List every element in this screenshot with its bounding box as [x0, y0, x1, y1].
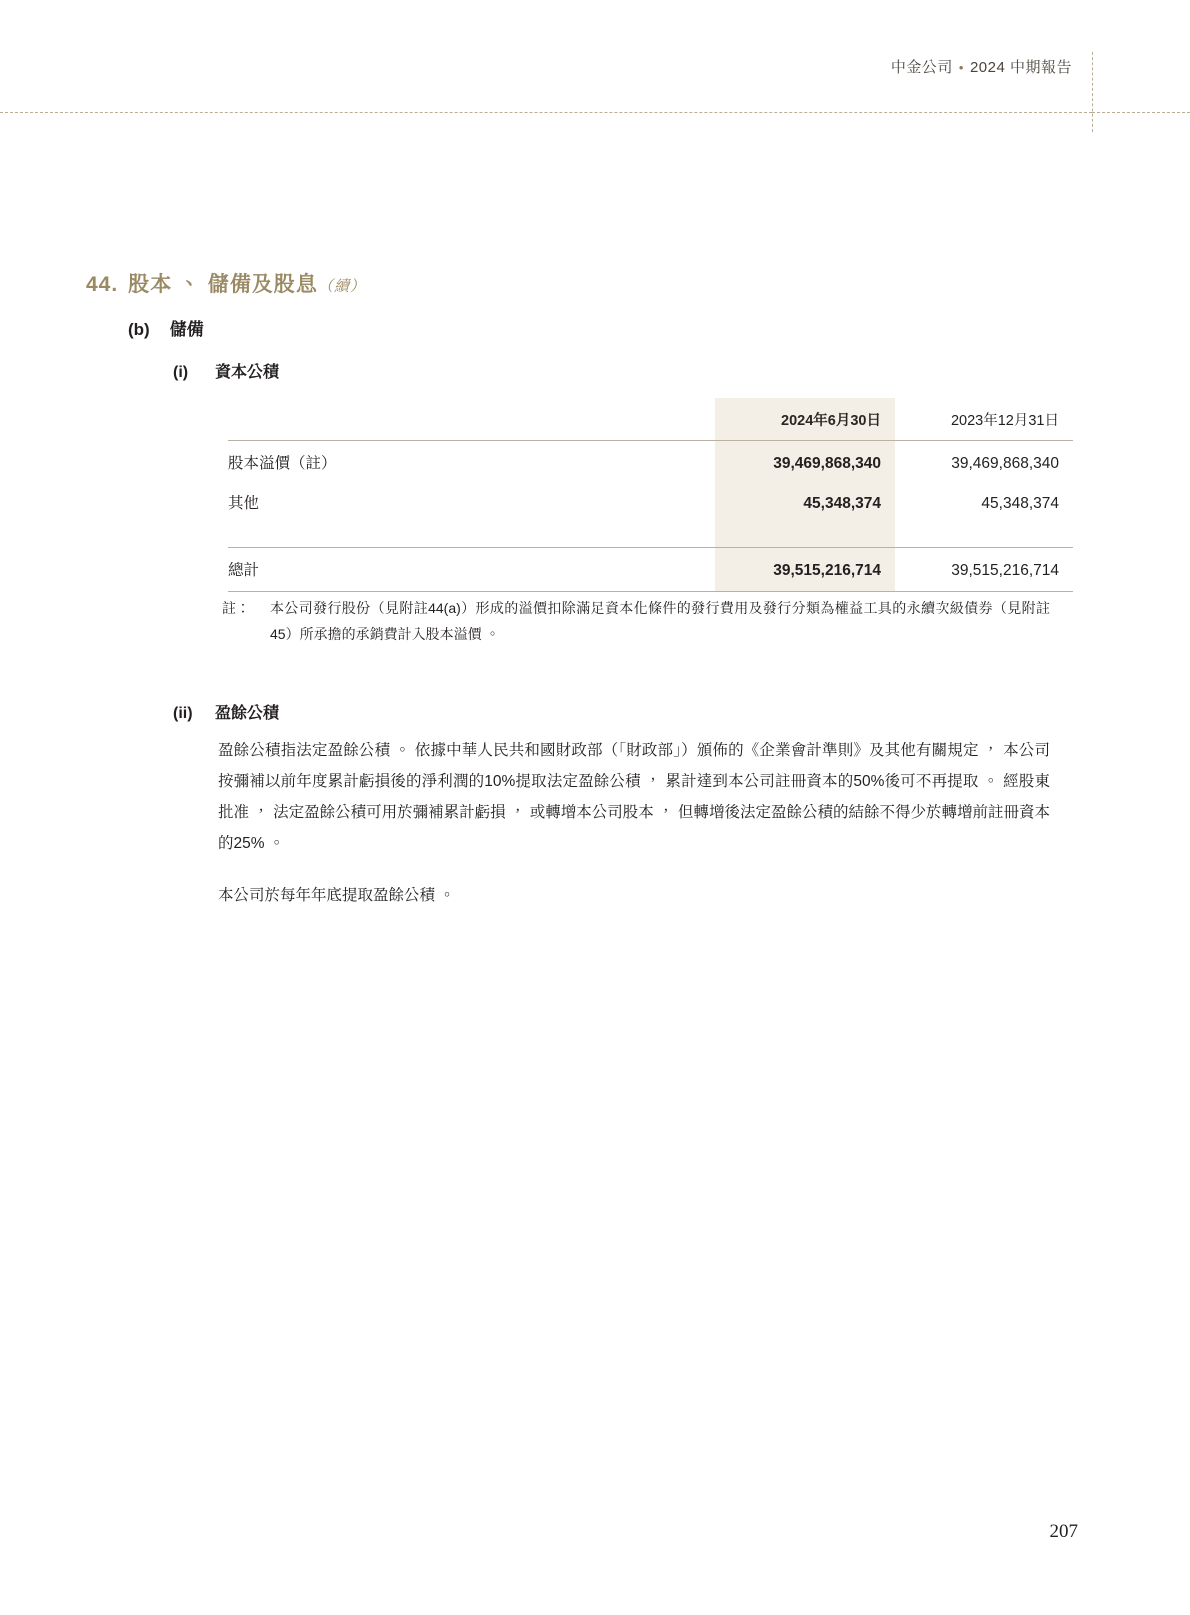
section-number: 44.: [86, 273, 119, 296]
row-value-others-prior: 45,348,374: [981, 495, 1059, 512]
item-i-heading: [173, 359, 279, 382]
row-label-share-premium: 股本溢價（註）: [228, 455, 337, 472]
item-ii-heading: [173, 700, 279, 723]
header-company: 中金公司: [890, 59, 953, 76]
table-row: [228, 441, 1073, 482]
table-header-current-period: 2024年6月30日: [715, 398, 895, 441]
table-footnote: [222, 596, 1050, 648]
section-heading: [86, 268, 366, 298]
row-value-total-current: 39,515,216,714: [715, 548, 895, 592]
item-ii-tag: (ii): [173, 705, 193, 722]
subsection-b-title: 儲備: [169, 320, 204, 339]
header-divider-right: [1092, 112, 1190, 113]
header-report: 2024 中期報告: [969, 59, 1072, 76]
row-value-share-premium-prior: 39,469,868,340: [951, 455, 1059, 472]
footnote-marker: 註：: [222, 600, 250, 616]
header-separator: •: [958, 60, 964, 75]
header-divider: [0, 112, 1092, 113]
item-i-tag: (i): [173, 364, 189, 381]
header-crop-mark: [1092, 52, 1093, 132]
item-ii-title: 盈餘公積: [215, 705, 280, 722]
spacer-cell: [228, 521, 715, 548]
table-total-row: [228, 548, 1073, 592]
page-number: 207: [1049, 1521, 1078, 1542]
row-value-others-current: 45,348,374: [715, 481, 895, 521]
row-value-total-prior: 39,515,216,714: [895, 548, 1073, 592]
spacer-cell-prior: [895, 521, 1073, 548]
table-row: [228, 481, 1073, 521]
table-header-row: [228, 398, 1073, 441]
item-i-title: 資本公積: [215, 364, 280, 381]
section-continued-label: （續）: [317, 278, 366, 295]
row-value-share-premium-current: 39,469,868,340: [715, 441, 895, 482]
subsection-b-heading: [128, 315, 204, 340]
row-label-others: 其他: [228, 495, 260, 512]
table-header-prior-period: 2023年12月31日: [895, 398, 1073, 441]
table-spacer-row: [228, 521, 1073, 548]
row-label-total: 總計: [228, 548, 715, 592]
item-ii-paragraph-2: 本公司於每年年底提取盈餘公積 。: [218, 887, 455, 904]
table-header-blank: [228, 398, 715, 441]
capital-reserve-table: [228, 398, 1073, 592]
capital-reserve-table-wrapper: [228, 398, 1073, 592]
item-ii-paragraph-1: 盈餘公積指法定盈餘公積 。 依據中華人民共和國財政部（「財政部」）頒佈的《企業會計準則》及其他有關規定 ， 本公司按彌補以前年度累計虧損後的淨利潤的10%提取法定盈餘公積 ， 累計達到本公司註冊資本的50%後可不再提取 。 經股東批准 ， 法定盈餘公積可用於彌補累計虧損 ， 或轉增本公司股本 ， 但轉增後法定盈餘公積的結餘不得少於轉增前註冊資本的25% 。: [218, 742, 1050, 852]
footnote-text: 本公司發行股份（見附註44(a)）形成的溢價扣除滿足資本化條件的發行費用及發行分類為權益工具的永續次級債券（見附註45）所承擔的承銷費計入股本溢價 。: [270, 600, 1050, 642]
subsection-b-tag: (b): [128, 320, 150, 339]
section-title-text: 股本 、 儲備及股息: [128, 273, 318, 296]
spacer-cell-highlight: [715, 521, 895, 548]
running-header: [891, 56, 1072, 77]
